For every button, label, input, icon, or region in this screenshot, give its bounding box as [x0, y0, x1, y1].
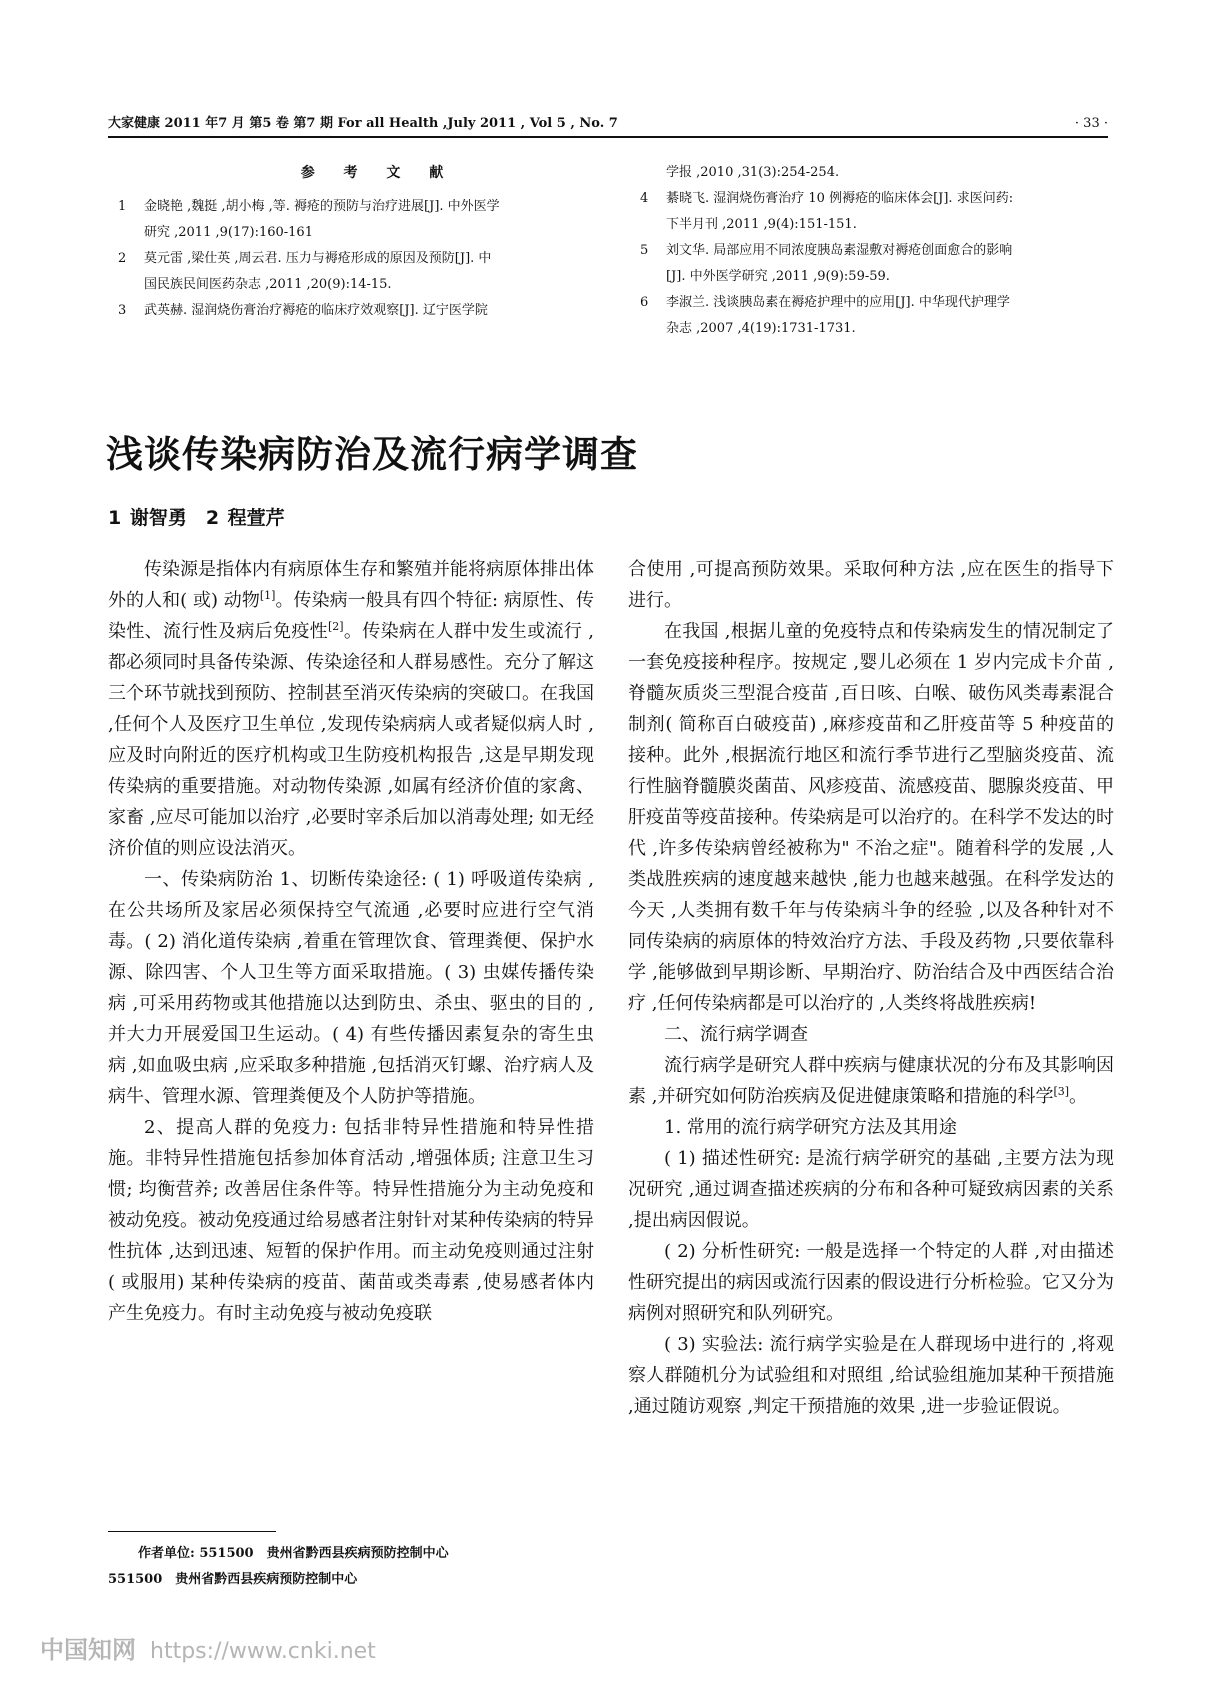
- references-title: 参 考 文 献: [300, 165, 456, 181]
- cnki-logo: 中国知网: [40, 1636, 136, 1664]
- article-title: 浅谈传染病防治及流行病学调查: [106, 433, 638, 476]
- reference-number: 2: [118, 251, 127, 266]
- journal-info: 大家健康 2011 年7 月 第5 卷 第7 期 For all Health ,July 2011 , Vol 5 , No. 7: [108, 116, 618, 131]
- reference-number: 3: [118, 303, 127, 318]
- page-number: · 33 ·: [1074, 116, 1108, 131]
- reference-text: [666, 290, 1118, 342]
- body-column-left: [108, 554, 594, 1329]
- method-paragraph: ( 3) 实验法: 流行病学实验是在人群现场中进行的 ,将观察人群随机分为试验组和对照组 ,给试验组施加某种干预措施 ,通过随访观察 ,判定干预措施的效果 ,进一步验证假说。: [628, 1334, 1114, 1417]
- reference-item: [640, 186, 1118, 238]
- reference-line: 国民族民间医药杂志 ,2011 ,20(9):14-15.: [144, 277, 392, 292]
- cnki-watermark: [40, 1630, 376, 1665]
- citation-marker: [2]: [327, 620, 344, 633]
- reference-line: 下半月刊 ,2011 ,9(4):151-151.: [666, 217, 857, 232]
- paragraph-text: 。: [1069, 1086, 1088, 1107]
- reference-line: 金晓艳 ,魏挺 ,胡小梅 ,等. 褥疮的预防与治疗进展[J]. 中外医学: [144, 199, 500, 214]
- footnote-line: 551500 贵州省黔西县疾病预防控制中心: [108, 1572, 358, 1587]
- reference-item: [118, 246, 608, 298]
- reference-number: 4: [640, 191, 649, 206]
- reference-text: [666, 186, 1118, 238]
- reference-line: 刘文华. 局部应用不同浓度胰岛素湿敷对褥疮创面愈合的影响: [666, 243, 1013, 258]
- citation-marker: [3]: [1053, 1085, 1070, 1098]
- method-paragraph: ( 2) 分析性研究: 一般是选择一个特定的人群 ,对由描述性研究提出的病因或流行因素的假设进行分析检验。它又分为病例对照研究和队列研究。: [628, 1241, 1114, 1324]
- reference-number: 6: [640, 295, 649, 310]
- body-paragraph: 在我国 ,根据儿童的免疫特点和传染病发生的情况制定了一套免疫接种程序。按规定 ,婴儿必须在 1 岁内完成卡介苗 ,脊髓灰质炎三型混合疫苗 ,百日咳、白喉、破伤风类毒素混合制剂( 简称百白破疫苗) ,麻疹疫苗和乙肝疫苗等 5 种疫苗的接种。此外 ,根据流行地区和流行季节进行乙型脑炎疫苗、流行性脑脊髓膜炎菌苗、风疹疫苗、流感疫苗、腮腺炎疫苗、甲肝疫苗等疫苗接种。传染病是可以治疗的。在科学不发达的时代 ,许多传染病曾经被称为" 不治之症"。随着科学的发展 ,人类战胜疾病的速度越来越快 ,能力也越来越强。在科学发达的今天 ,人类拥有数千年与传染病斗争的经验 ,以及各种针对不同传染病的病原体的特效治疗方法、手段及药物 ,只要依靠科学 ,能够做到早期诊断、早期治疗、防治结合及中西医结合治疗 ,任何传染病都是可以治疗的 ,人类终将战胜疾病!: [628, 621, 1114, 1014]
- paragraph-text: 流行病学是研究人群中疾病与健康状况的分布及其影响因素 ,并研究如何防治疾病及促进健康策略和措施的科学: [628, 1055, 1114, 1107]
- reference-line: 研究 ,2011 ,9(17):160-161: [144, 225, 313, 240]
- references-left: [118, 160, 608, 324]
- subsection-heading: 1. 常用的流行病学研究方法及其用途: [664, 1117, 957, 1138]
- body-paragraph: 一、传染病防治 1、切断传染途径: ( 1) 呼吸道传染病 ,在公共场所及家居必须保持空气流通 ,必要时应进行空气消毒。( 2) 消化道传染病 ,着重在管理饮食、管理粪便、保护水源、除四害、个人卫生等方面采取措施。( 3) 虫媒传播传染病 ,可采用药物或其他措施以达到防虫、杀虫、驱虫的目的 ,并大力开展爱国卫生运动。( 4) 有些传播因素复杂的寄生虫病 ,如血吸虫病 ,应采取多种措施 ,包括消灭钉螺、治疗病人及病牛、管理水源、管理粪便及个人防护等措施。: [108, 869, 594, 1107]
- paragraph-text: 。传染病一般具有四个特征: 病原性、传染性、流行性及病后免疫性: [108, 590, 594, 642]
- reference-text: [144, 194, 608, 246]
- method-paragraph: ( 1) 描述性研究: 是流行病学研究的基础 ,主要方法为现况研究 ,通过调查描述疾病的分布和各种可疑致病因素的关系 ,提出病因假说。: [628, 1148, 1114, 1231]
- paragraph-text: 。传染病在人群中发生或流行 ,都必须同时具备传染源、传染途径和人群易感性。充分了解这三个环节就找到预防、控制甚至消灭传染病的突破口。在我国 ,任何个人及医疗卫生单位 ,发现传染病病人或者疑似病人时 ,应及时向附近的医疗机构或卫生防疫机构报告 ,这是早期发现传染病的重要措施。对动物传染源 ,如属有经济价值的家禽、家畜 ,应尽可能加以治疗 ,必要时宰杀后加以消毒处理; 如无经济价值的则应设法消灭。: [108, 621, 594, 859]
- reference-number: 5: [640, 243, 649, 258]
- body-paragraph: [108, 554, 594, 864]
- running-header: [108, 112, 1108, 131]
- body-paragraph: 2、提高人群的免疫力: 包括非特异性措施和特异性措施。非特异性措施包括参加体育活动 ,增强体质; 注意卫生习惯; 均衡营养; 改善居住条件等。特异性措施分为主动免疫和被动免疫。被动免疫通过给易感者注射针对某种传染病的特异性抗体 ,达到迅速、短暂的保护作用。而主动免疫则通过注射( 或服用) 某种传染病的疫苗、菌苗或类毒素 ,使易感者体内产生免疫力。有时主动免疫与被动免疫联: [108, 1117, 594, 1324]
- reference-text: [666, 238, 1118, 290]
- paragraph-text: 传染源是指体内有病原体生存和繁殖并能将病原体排出体外的人和( 或) 动物: [108, 559, 594, 611]
- body-paragraph: [628, 1050, 1114, 1112]
- reference-item: [118, 298, 608, 324]
- reference-line: [J]. 中外医学研究 ,2011 ,9(9):59-59.: [666, 269, 890, 284]
- body-column-right: [628, 554, 1114, 1422]
- header-rule: [108, 136, 1108, 138]
- reference-line: 綦晓飞. 湿润烧伤膏治疗 10 例褥疮的临床体会[J]. 求医问药:: [666, 191, 1014, 206]
- reference-continuation: 学报 ,2010 ,31(3):254-254.: [666, 165, 840, 180]
- citation-marker: [1]: [259, 589, 276, 602]
- body-paragraph-continuation: 合使用 ,可提高预防效果。采取何种方法 ,应在医生的指导下进行。: [628, 559, 1114, 611]
- references-right: [640, 160, 1118, 342]
- reference-line: 李淑兰. 浅谈胰岛素在褥疮护理中的应用[J]. 中华现代护理学: [666, 295, 1010, 310]
- reference-line: 莫元雷 ,梁仕英 ,周云君. 压力与褥疮形成的原因及预防[J]. 中: [144, 251, 492, 266]
- section-heading: 二、流行病学调查: [664, 1024, 808, 1045]
- cnki-url: https://www.cnki.net: [150, 1639, 376, 1664]
- footnote-rule: [108, 1531, 276, 1532]
- reference-item: [640, 238, 1118, 290]
- footnote-line: 作者单位: 551500 贵州省黔西县疾病预防控制中心: [138, 1546, 449, 1561]
- article-authors: 1 谢智勇 2 程萱芹: [108, 507, 285, 529]
- author-affiliation-footnote: [108, 1541, 449, 1593]
- reference-line: 杂志 ,2007 ,4(19):1731-1731.: [666, 321, 856, 336]
- reference-item: [118, 194, 608, 246]
- reference-text: 武英赫. 湿润烧伤膏治疗褥疮的临床疗效观察[J]. 辽宁医学院: [144, 303, 488, 318]
- reference-number: 1: [118, 199, 127, 214]
- reference-text: [144, 246, 608, 298]
- reference-item: [640, 290, 1118, 342]
